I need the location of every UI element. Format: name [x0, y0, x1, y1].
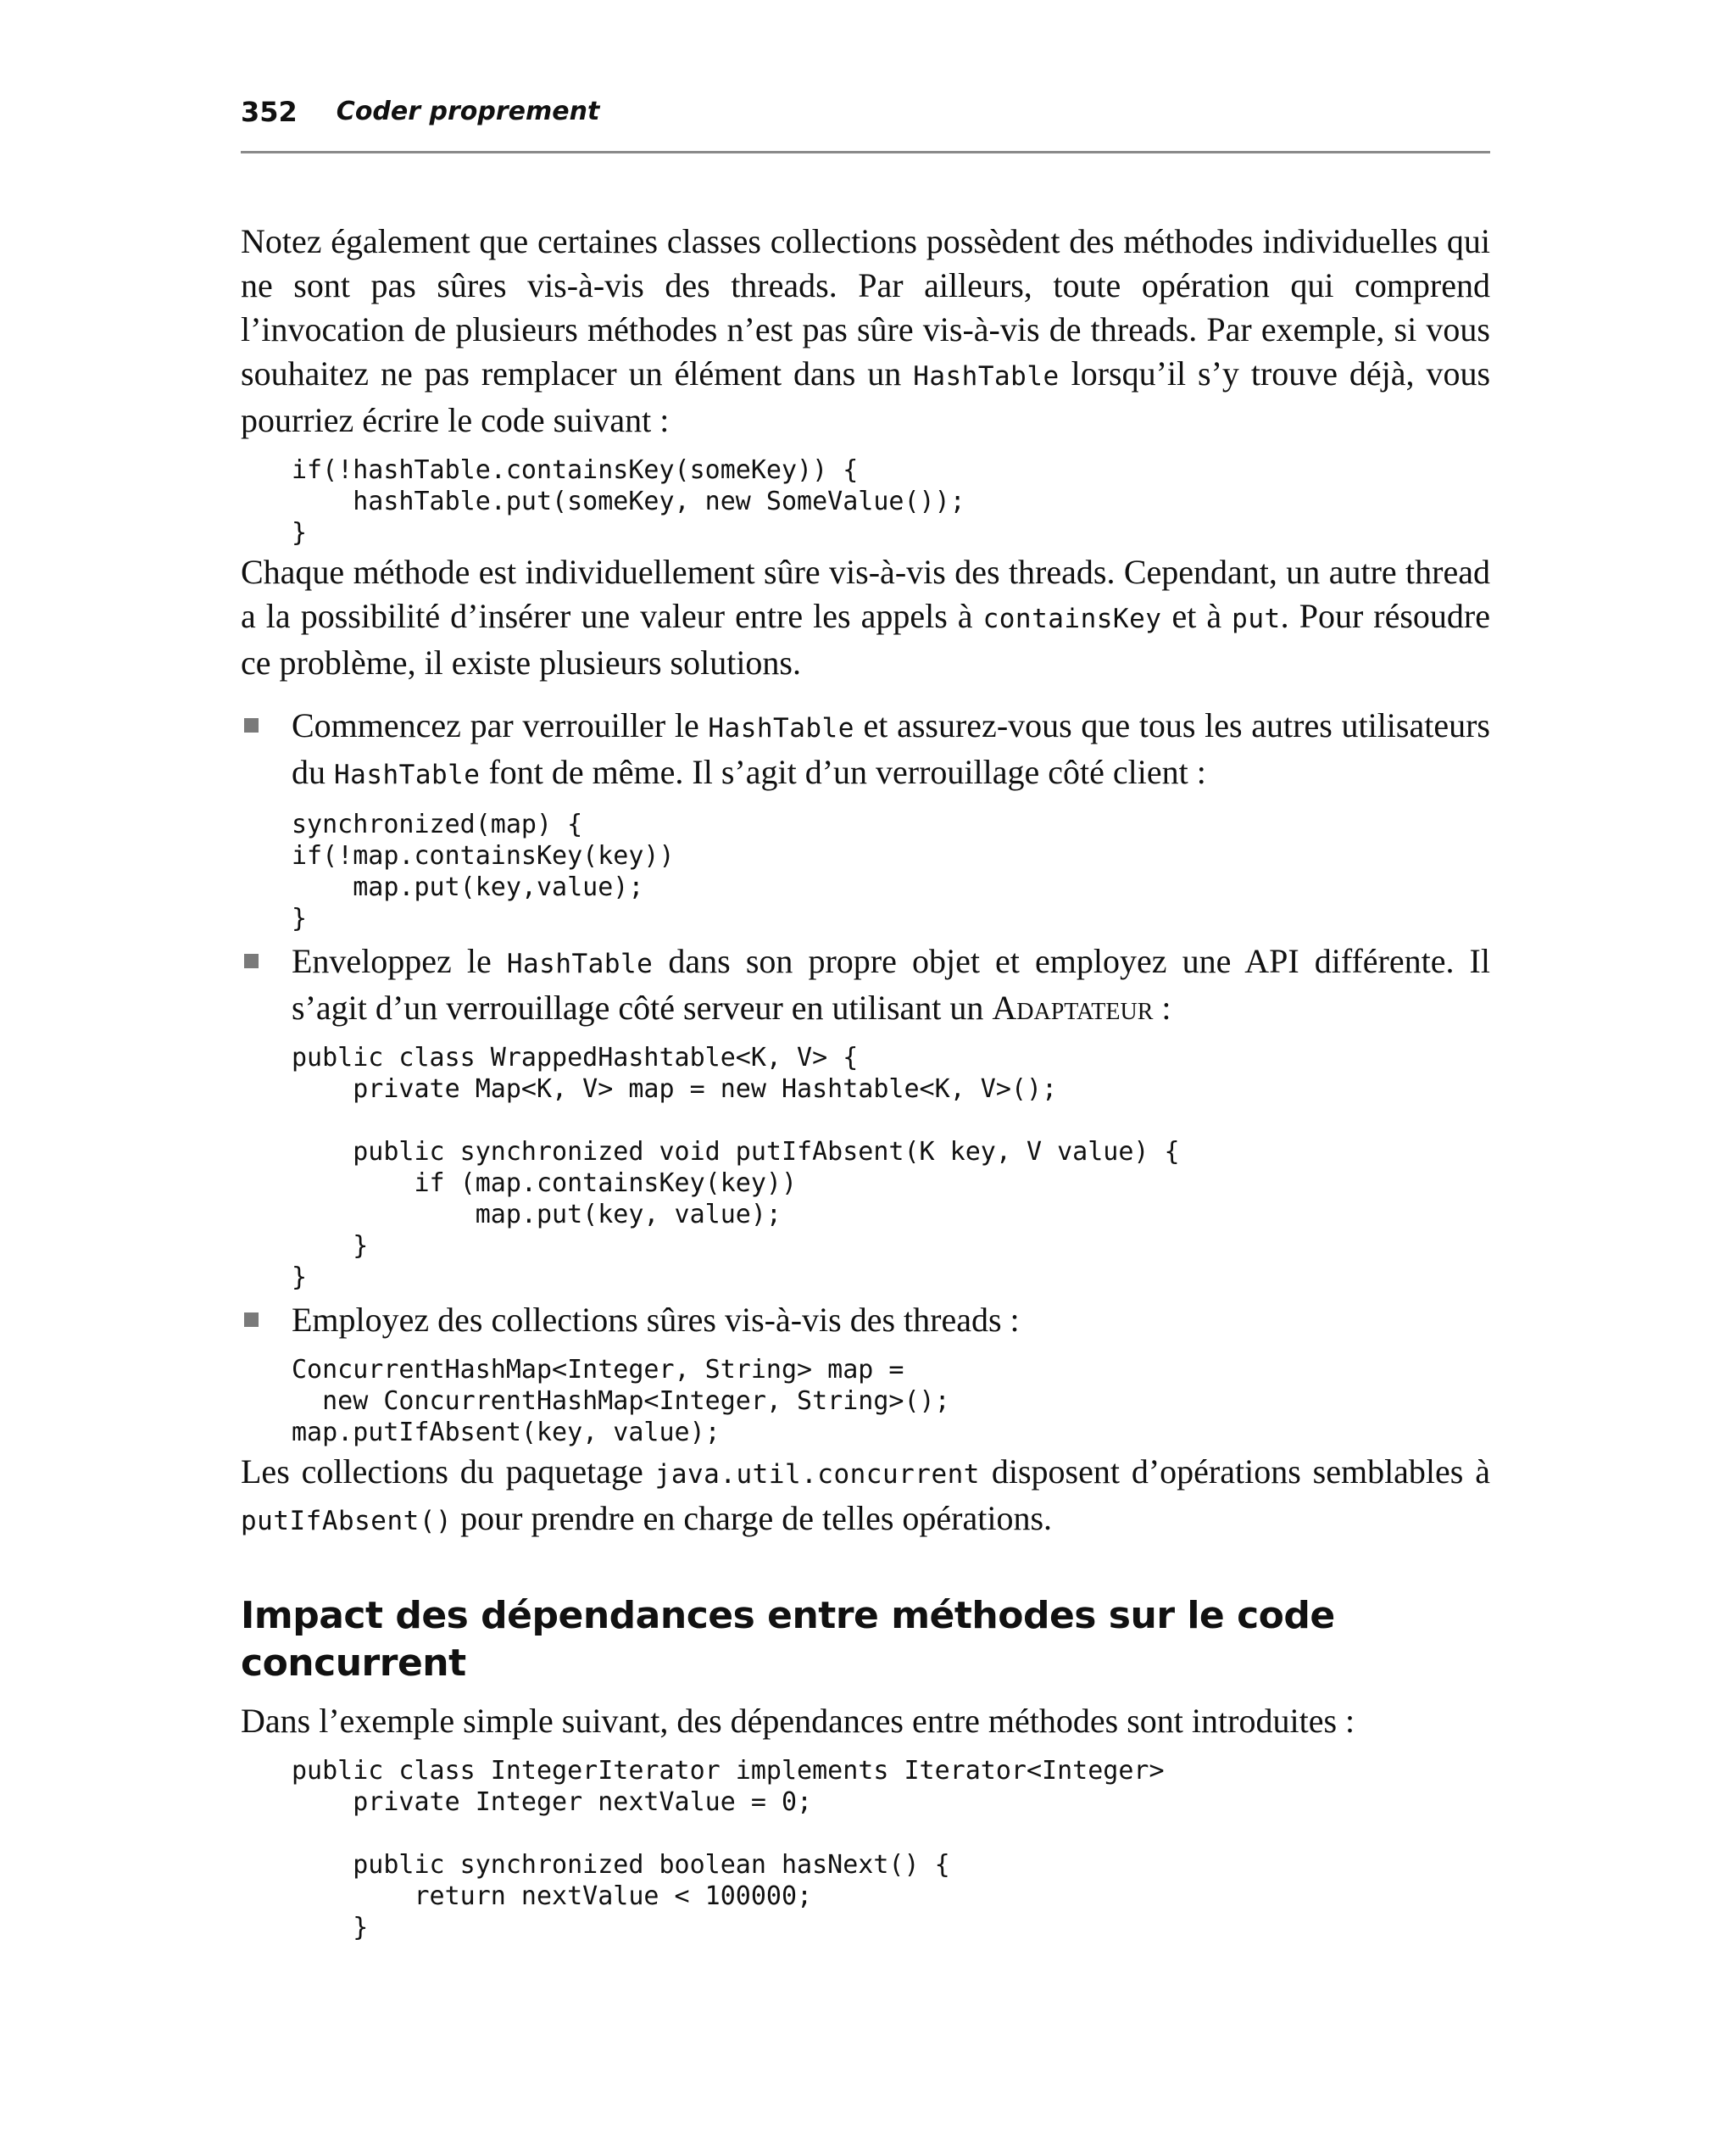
section-heading: Impact des dépendances entre méthodes sur le code concurrent [241, 1594, 1335, 1685]
code-block-wrapped-hashtable: public class WrappedHashtable<K, V> { private Map<K, V> map = new Hashtable<K, V>(); public synchronized void putIfAbsent(K key, V value) { if (map.containsKey(key)) map.put(key, value); } } [292, 1043, 1180, 1292]
paragraph-intro [241, 220, 1490, 443]
list-item-client-lock [241, 704, 1490, 934]
code-block-synchronized-map: synchronized(map) { if(!map.containsKey(key)) map.put(key,value); } [292, 810, 675, 933]
inline-code: putIfAbsent() [241, 1506, 453, 1536]
paragraph-text: Chaque méthode est individuellement sûre vis-à-vis des threads. Cependant, un autre thread a la possibilité d’insérer une valeur entre les appels à [241, 553, 1490, 635]
inline-code: HashTable [913, 361, 1060, 392]
inline-code: HashTable [708, 713, 854, 744]
inline-code: put [1232, 604, 1281, 634]
inline-code: java.util.concurrent [654, 1459, 980, 1490]
paragraph-text: font de même. Il s’agit d’un verrouillage côté client : [480, 753, 1206, 791]
page-body [241, 220, 1490, 1943]
code-block-integer-iterator: public class IntegerIterator implements Iterator<Integer> private Integer nextValue = 0; public synchronized boolean hasNext() { return nextValue < 100000; } [292, 1756, 1165, 1942]
paragraph-text: Les collections du paquetage [241, 1452, 655, 1491]
paragraph-text: pour prendre en charge de telles opérations. [452, 1499, 1053, 1537]
paragraph-text: Commencez par verrouiller le [292, 706, 709, 744]
section-intro: Dans l’exemple simple suivant, des dépendances entre méthodes sont introduites : [241, 1702, 1355, 1740]
running-header [241, 95, 1490, 153]
book-title: Coder proprement [336, 97, 600, 126]
code-block-hashtable: if(!hashTable.containsKey(someKey)) { hashTable.put(someKey, new SomeValue()); } [292, 455, 965, 548]
paragraph-text: disposent d’opérations semblables à [979, 1452, 1490, 1491]
paragraph-text: lorsqu’il s’y trouve déjà, vous pourriez écrire le code suivant : [241, 354, 1491, 439]
square-bullet-icon [244, 718, 259, 733]
inline-code: HashTable [506, 949, 654, 979]
paragraph-text: Enveloppez le [292, 942, 507, 980]
pattern-name: Adaptateur [992, 989, 1154, 1027]
code-block-concurrent-hashmap: ConcurrentHashMap<Integer, String> map = new ConcurrentHashMap<Integer, String>(); map.putIfAbsent(key, value); [292, 1355, 950, 1447]
paragraph-text: Notez également que certaines classes collections possèdent des méthodes individuelles qui ne sont pas sûres vis-à-vis des threads. Par ailleurs, toute opération qui comprend l’invocation de plusieurs méthodes n’est pas sûre vis-à-vis de threads. Par exemple, si vous souhaitez ne pas remplacer un élément dans un [241, 222, 1490, 393]
solutions-list [241, 704, 1490, 1448]
list-item-text [292, 939, 1490, 1030]
square-bullet-icon [244, 954, 259, 968]
list-item-text [292, 704, 1490, 797]
paragraph-concurrent-package [241, 1450, 1490, 1543]
list-item-server-lock [241, 939, 1490, 1293]
paragraph-thread-safety [241, 550, 1490, 685]
paragraph-text: dans son propre objet et employez une API différente. Il s’agit d’un verrouillage côté serveur en utilisant un [292, 942, 1490, 1027]
page-number: 352 [241, 96, 298, 128]
square-bullet-icon [244, 1312, 259, 1327]
paragraph-text: : [1153, 989, 1171, 1027]
paragraph-text: et assurez-vous que tous les autres utilisateurs du [292, 706, 1490, 791]
inline-code: containsKey [982, 604, 1162, 634]
book-page [241, 95, 1490, 1943]
list-item-text [292, 1298, 1490, 1342]
list-item-concurrent-collections [241, 1298, 1490, 1448]
paragraph-text: . Pour résoudre ce problème, il existe plusieurs solutions. [241, 597, 1491, 682]
inline-code: HashTable [334, 760, 481, 790]
paragraph-text: Employez des collections sûres vis-à-vis des threads : [292, 1301, 1020, 1339]
paragraph-text: et à [1161, 597, 1232, 635]
